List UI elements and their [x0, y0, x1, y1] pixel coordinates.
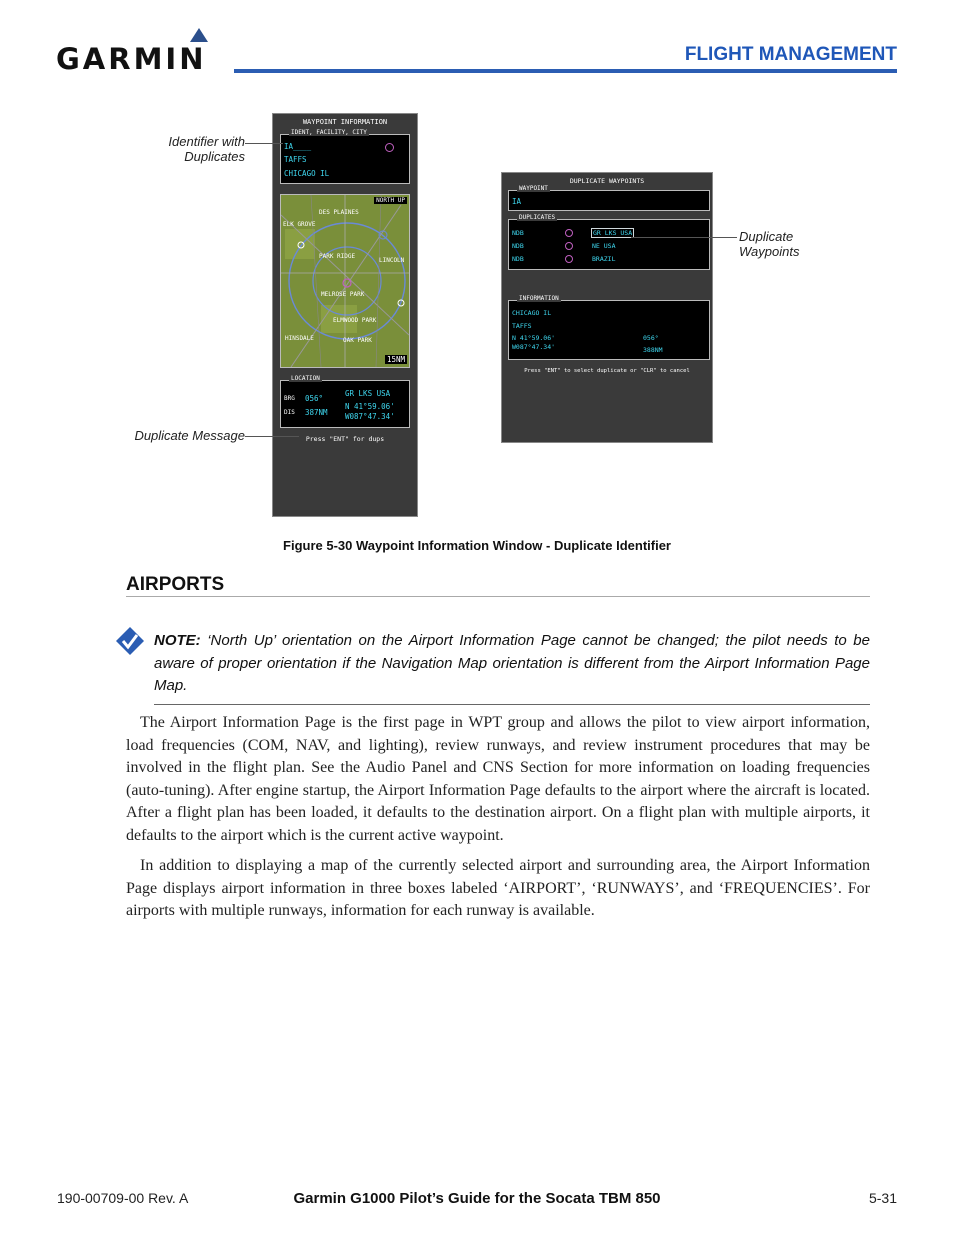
footer-page-number: 5-31: [868, 1190, 897, 1206]
callout-waypoints-line: [631, 237, 737, 238]
note-paragraph: [154, 630, 870, 698]
ndb-icon: [565, 255, 573, 263]
paragraph-1: The Airport Information Page is the first page in WPT group and allows the pilot to view airport information, load frequencies (COM, NAV, and lighting), review runways, and review instrument procedures that may be involved in the flight plan. See the Audio Panel and CNS Section for more information on loading frequencies (auto-tuning). After engine startup, the Airport Information Page defaults to the airport where the aircraft is located. After a flight plan has been loaded, it defaults to the destination airport. On a flight plan with multiple airports, it defaults to the airport which is the current active waypoint.: [126, 714, 870, 844]
city-name: CHICAGO IL: [284, 169, 330, 178]
map-label-elk-grove: ELK GROVE: [283, 221, 316, 228]
information-box: [508, 295, 710, 360]
info-lon: W087°47.34': [512, 343, 556, 351]
map-label-lincoln: LINCOLN: [379, 257, 405, 264]
airports-rule: [126, 596, 870, 597]
duplicate-waypoints-screen: [501, 172, 713, 443]
waypoint-value: IA: [512, 197, 522, 206]
section-title: FLIGHT MANAGEMENT: [684, 44, 897, 65]
waypoint-box: [508, 185, 710, 211]
paragraph-2: In addition to displaying a map of the currently selected airport and surrounding area, the Airport Information Page displays airport information in three boxes labeled ‘AIRPORT’, ‘RUNWAYS’, and ‘FREQUENCIES’. For airports with multiple runways, information for each runway is available.: [126, 857, 870, 919]
ndb-icon: [565, 229, 573, 237]
info-city: CHICAGO IL: [512, 309, 552, 317]
duplicate-name-1[interactable]: GR LKS USA: [593, 229, 633, 237]
duplicate-type-1: NDB: [512, 229, 524, 237]
information-box-label: INFORMATION: [519, 295, 559, 302]
duplicates-box: [508, 214, 710, 270]
callout-identifier: Identifier with Duplicates: [168, 134, 245, 164]
map-orientation: NORTH UP: [376, 197, 405, 204]
ndb-icon: [565, 242, 573, 250]
brg-label: BRG: [284, 395, 295, 402]
brg-value: 056°: [305, 394, 324, 403]
duplicates-box-label: DUPLICATES: [519, 214, 556, 221]
dis-value: 387NM: [305, 408, 328, 417]
location-box: [280, 375, 410, 428]
duplicate-name-2[interactable]: NE USA: [592, 242, 616, 250]
ident-value[interactable]: IA____: [284, 142, 312, 151]
map-label-oak-park: OAK PARK: [343, 337, 372, 344]
map-label-melrose-park: MELROSE PARK: [321, 291, 365, 298]
note-text: ‘North Up’ orientation on the Airport Information Page cannot be changed; the pilot needs to be aware of proper orientation if the Navigation Map orientation is different from the Airport Information Page Map.: [154, 632, 870, 694]
map-box: [280, 194, 410, 368]
waypoint-info-screen: [272, 113, 418, 517]
note-icon: [115, 626, 145, 656]
note-label: NOTE:: [154, 632, 201, 649]
footer-doc-number: 190-00709-00 Rev. A: [57, 1190, 189, 1206]
select-duplicate-message: Press "ENT" to select duplicate or "CLR" to cancel: [524, 368, 690, 374]
facility-name: TAFFS: [284, 155, 307, 164]
ident-box: [280, 129, 410, 184]
airports-heading: AIRPORTS: [126, 574, 225, 595]
header-rule: [234, 69, 897, 73]
location-lon: W087°47.34': [345, 412, 395, 421]
garmin-logo-triangle-icon: [190, 28, 208, 42]
figure-caption: Figure 5-30 Waypoint Information Window - Duplicate Identifier: [283, 538, 671, 553]
info-facility: TAFFS: [512, 322, 532, 330]
info-dis: 388NM: [643, 346, 663, 354]
map-label-hinsdale: HINSDALE: [285, 335, 314, 342]
info-lat: N 41°59.06': [512, 334, 556, 342]
map-label-des-plaines: DES PLAINES: [319, 209, 359, 216]
callout-message: Duplicate Message: [134, 428, 245, 443]
callout-identifier-line: [245, 143, 283, 144]
duplicate-name-3[interactable]: BRAZIL: [592, 255, 616, 263]
duplicate-type-2: NDB: [512, 242, 524, 250]
footer-title: Garmin G1000 Pilot’s Guide for the Socata TBM 850: [293, 1190, 661, 1207]
dis-label: DIS: [284, 409, 295, 416]
dup-screen-title: DUPLICATE WAYPOINTS: [569, 177, 645, 185]
location-lat: N 41°59.06': [345, 402, 395, 411]
location-name: GR LKS USA: [345, 389, 391, 398]
callout-message-line: [245, 436, 299, 437]
duplicate-type-3: NDB: [512, 255, 524, 263]
waypoint-box-label: WAYPOINT: [519, 185, 548, 192]
ndb-icon: [385, 143, 394, 152]
map-label-elmwood-park: ELMWOOD PARK: [333, 317, 377, 324]
screen-title: WAYPOINT INFORMATION: [302, 118, 388, 126]
map-range: 15NM: [386, 355, 405, 364]
ident-box-label: IDENT, FACILITY, CITY: [291, 129, 367, 136]
duplicate-message: Press "ENT" for dups: [305, 435, 385, 443]
info-brg: 056°: [643, 334, 659, 342]
note-rule: [154, 704, 870, 705]
location-box-label: LOCATION: [291, 375, 320, 382]
callout-waypoints: Duplicate Waypoints: [739, 229, 800, 259]
garmin-logo: GARMIN: [56, 42, 207, 76]
map-label-park-ridge: PARK RIDGE: [319, 253, 356, 260]
